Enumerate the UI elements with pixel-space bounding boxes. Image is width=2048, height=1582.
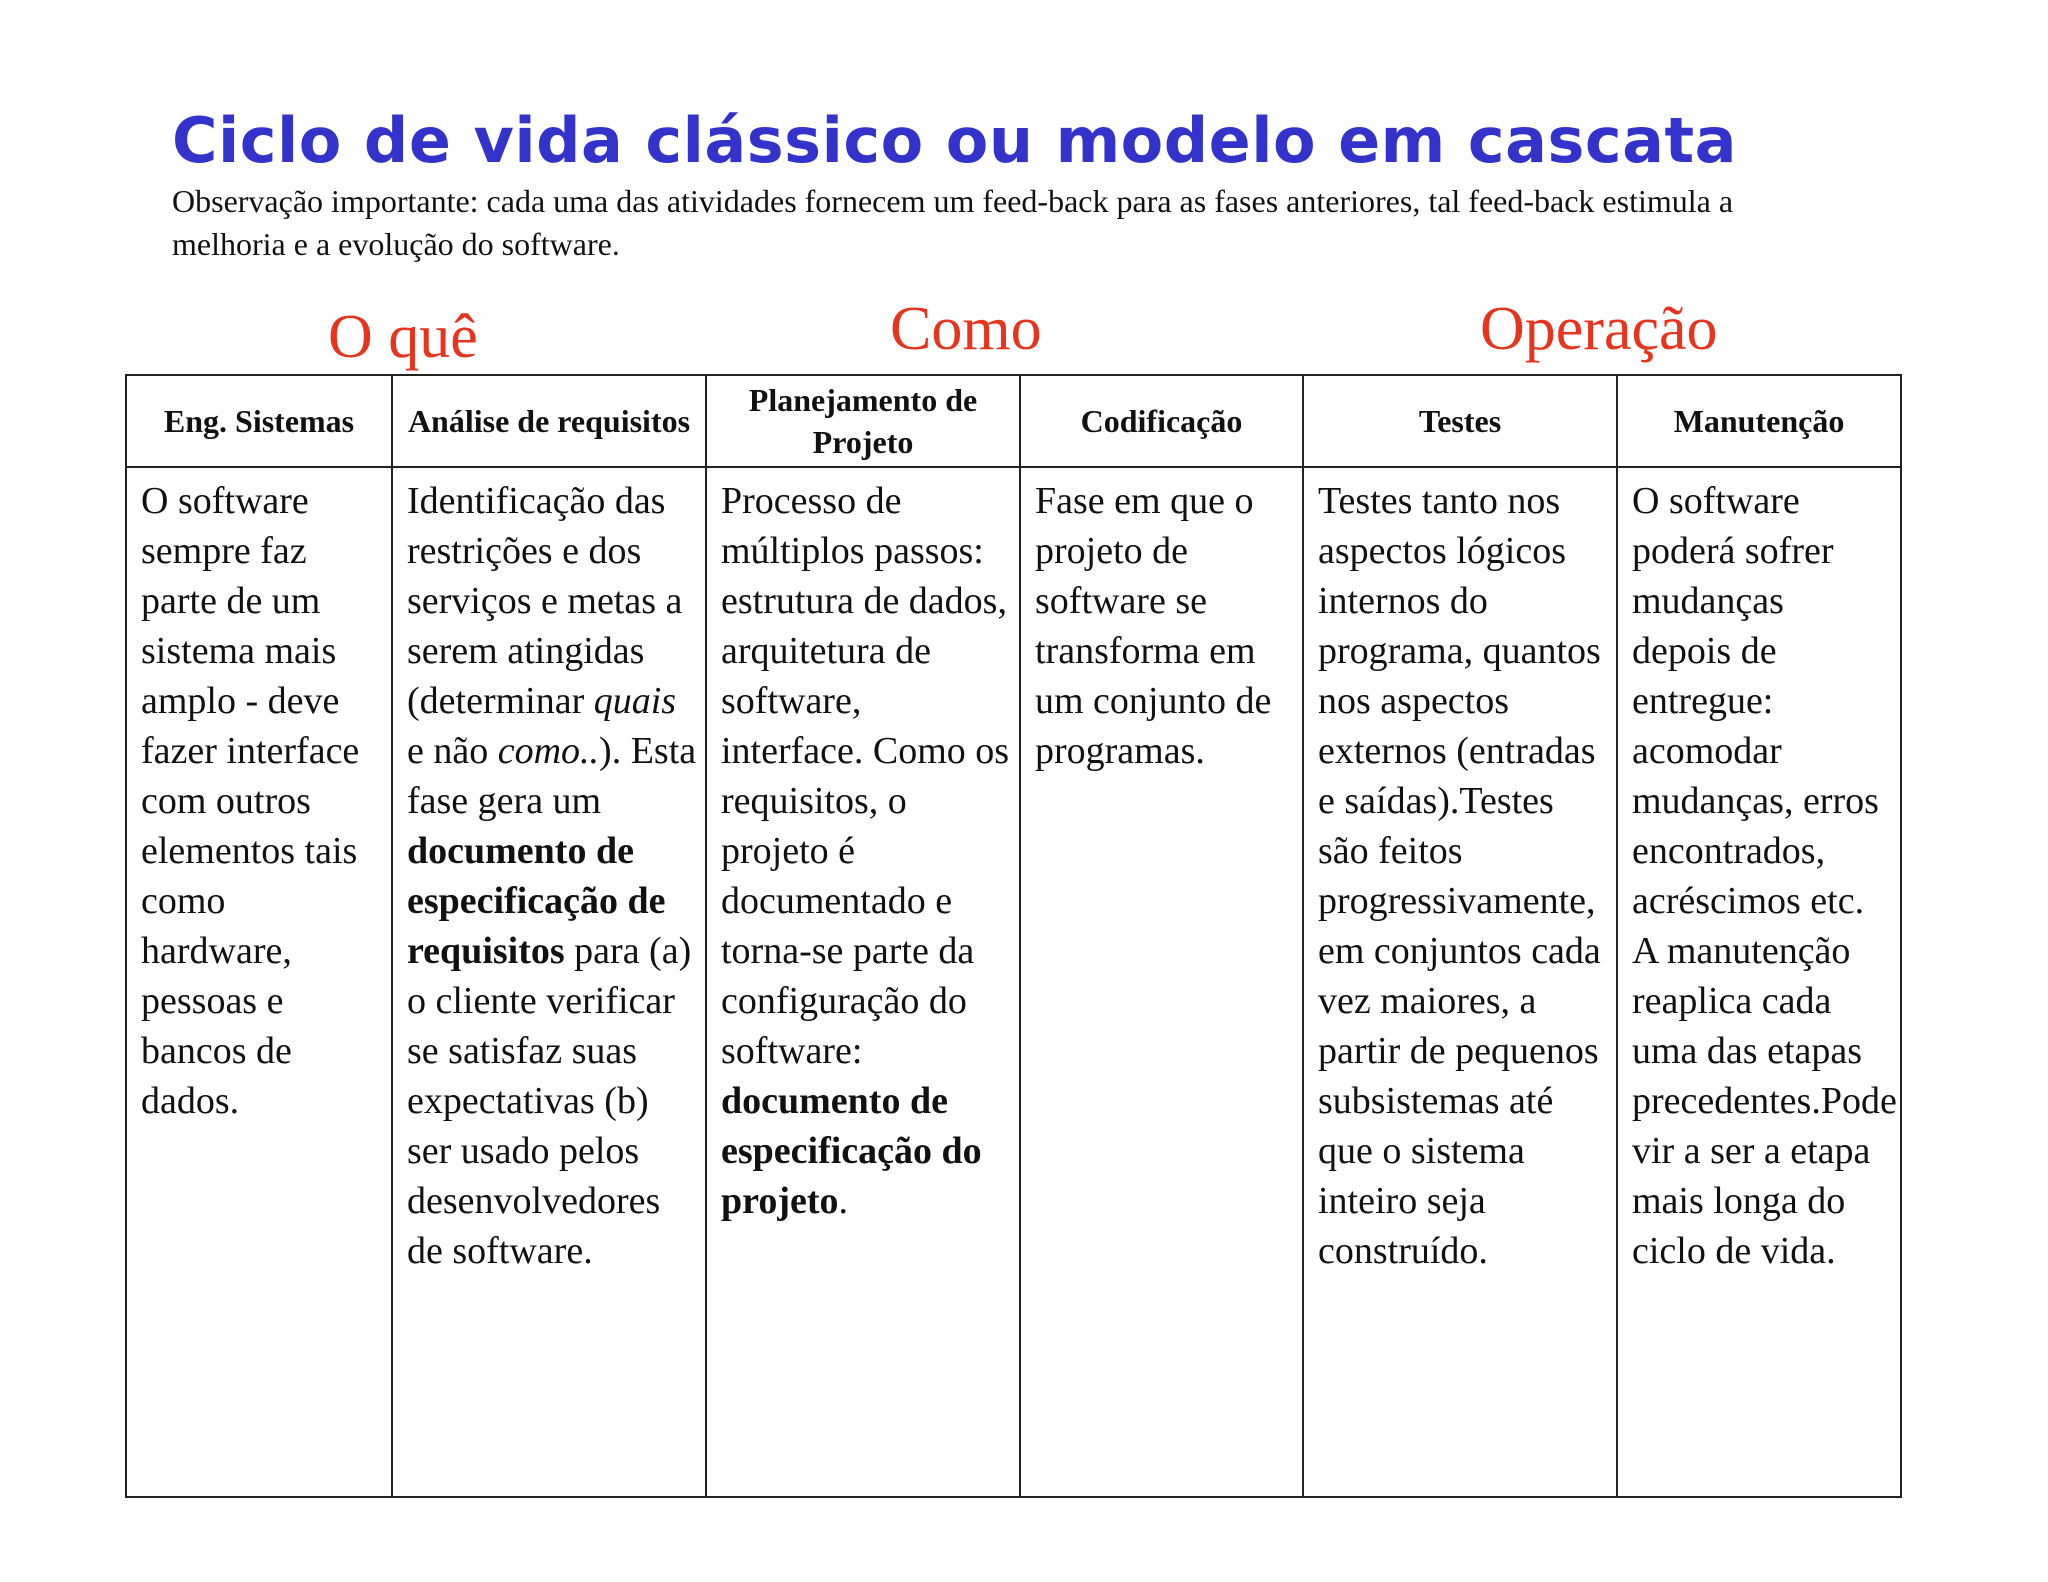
analise-text-3: ). Esta fase gera um: [407, 730, 697, 822]
cell-analise-requisitos: [392, 467, 706, 1497]
planejamento-text-2: .: [838, 1180, 848, 1222]
cell-eng-sistemas: O software sempre faz parte de um sistema mais amplo - deve fazer interface com outros elementos tais como hardware, pessoas e bancos de dados.: [126, 467, 392, 1497]
analise-text-1: Identificação das restrições e dos serviços e metas a serem atingidas (determinar: [407, 480, 683, 722]
analise-text-2: e não: [407, 730, 498, 772]
cell-planejamento-projeto: [706, 467, 1020, 1497]
planejamento-bold-document: documento de especificação do projeto: [721, 1080, 982, 1222]
cell-testes: Testes tanto nos aspectos lógicos internos do programa, quantos nos aspectos externos (entradas e saídas).Testes são feitos progressivamente, em conjuntos cada vez maiores, a partir de pequenos subsistemas até que o sistema inteiro seja construído.: [1303, 467, 1617, 1497]
header-testes: Testes: [1303, 375, 1617, 467]
planejamento-text-1: Processo de múltiplos passos: estrutura de dados, arquitetura de software, interface. Como os requisitos, o projeto é documentado e torna-se parte da configuração do software:: [721, 480, 1010, 1072]
cell-manutencao: O software poderá sofrer mudanças depois de entregue: acomodar mudanças, erros encontrados, acréscimos etc. A manutenção reaplica cada uma das etapas precedentes.Pode vir a ser a etapa mais longa do ciclo de vida.: [1617, 467, 1901, 1497]
analise-italic-como: como..: [497, 730, 600, 772]
observation-note: Observação importante: cada uma das atividades fornecem um feed-back para as fases anteriores, tal feed-back estimula a melhoria e a evolução do software.: [172, 183, 1734, 262]
table-row: [126, 467, 1901, 1497]
group-label-how: Como: [890, 295, 1042, 363]
header-codificacao: Codificação: [1020, 375, 1303, 467]
group-label-operation: Operação: [1480, 295, 1718, 363]
group-label-what: O quê: [328, 303, 478, 371]
analise-italic-quais: quais: [593, 680, 677, 722]
header-planejamento-projeto: Planejamento de Projeto: [706, 375, 1020, 467]
header-analise-requisitos: Análise de requisitos: [392, 375, 706, 467]
table-header-row: [126, 375, 1901, 467]
cell-codificacao: Fase em que o projeto de software se transforma em um conjunto de programas.: [1020, 467, 1303, 1497]
header-manutencao: Manutenção: [1617, 375, 1901, 467]
lifecycle-table: [125, 374, 1902, 1498]
page-title: Ciclo de vida clássico ou modelo em cascata: [172, 104, 1737, 177]
analise-text-4: para (a) o cliente verificar se satisfaz suas expectativas (b) ser usado pelos desenvolvedores de software.: [407, 930, 692, 1272]
header-eng-sistemas: Eng. Sistemas: [126, 375, 392, 467]
analise-bold-document: documento de especificação de requisitos: [407, 830, 666, 972]
